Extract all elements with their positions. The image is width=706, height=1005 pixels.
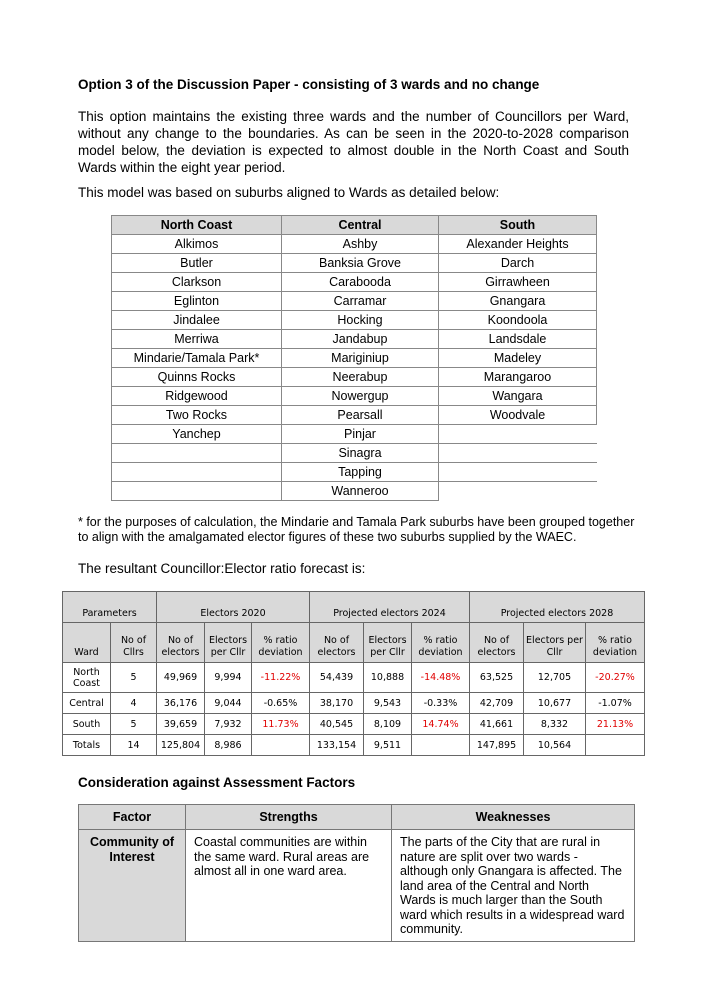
table-row: [112, 330, 597, 349]
intro-paragraph: This option maintains the existing three wards and the number of Councillors per Ward, without any change to the boundaries. As can be seen in the 2020-to-2028 comparison model below, the deviation is expected to almost double in the North Coast and South Wards within the eight year period.: [78, 109, 629, 175]
column-header: Electors per Cllr: [205, 623, 252, 663]
group-header-projected-2024: Projected electors 2024: [310, 592, 470, 623]
deviation-cell: -11.22%: [252, 663, 310, 693]
option-heading: Option 3 of the Discussion Paper - consisting of 3 wards and no change: [78, 77, 540, 92]
suburb-cell-empty: [439, 463, 597, 482]
suburb-cell: Hocking: [282, 311, 439, 330]
table-row: [112, 349, 597, 368]
data-cell: 8,109: [364, 714, 412, 735]
assessment-heading: Consideration against Assessment Factors: [78, 775, 356, 790]
data-cell: 49,969: [157, 663, 205, 693]
suburb-cell: Quinns Rocks: [112, 368, 282, 387]
data-cell: 36,176: [157, 693, 205, 714]
suburb-cell: Girrawheen: [439, 273, 597, 292]
suburb-cell: [112, 444, 282, 463]
data-cell: 10,677: [524, 693, 586, 714]
data-cell: 147,895: [470, 735, 524, 756]
table-row: [112, 254, 597, 273]
suburb-cell: Neerabup: [282, 368, 439, 387]
table-row: [63, 693, 645, 714]
table-row: [112, 406, 597, 425]
group-header-parameters: Parameters: [63, 592, 157, 623]
deviation-cell: [412, 735, 470, 756]
factors-header-strengths: Strengths: [186, 805, 392, 830]
data-cell: 125,804: [157, 735, 205, 756]
forecast-column-header-row: [63, 623, 645, 663]
suburb-cell: Alkimos: [112, 235, 282, 254]
data-cell: 9,044: [205, 693, 252, 714]
deviation-cell: -0.33%: [412, 693, 470, 714]
suburb-cell: Clarkson: [112, 273, 282, 292]
ward-cell: North Coast: [63, 663, 111, 693]
data-cell: 10,564: [524, 735, 586, 756]
suburbs-table: [111, 215, 597, 501]
suburb-cell: Carramar: [282, 292, 439, 311]
ward-cell: South: [63, 714, 111, 735]
ratio-sentence: The resultant Councillor:Elector ratio forecast is:: [78, 561, 366, 576]
deviation-cell: 21.13%: [586, 714, 645, 735]
suburb-cell: Pinjar: [282, 425, 439, 444]
suburb-cell: [112, 463, 282, 482]
data-cell: 39,659: [157, 714, 205, 735]
data-cell: 42,709: [470, 693, 524, 714]
footnote: * for the purposes of calculation, the Mindarie and Tamala Park suburbs have been grouped together to align with the amalgamated elector figures of these two suburbs supplied by the WAEC.: [78, 515, 635, 544]
ward-cell: Central: [63, 693, 111, 714]
data-cell: 41,661: [470, 714, 524, 735]
data-cell: 133,154: [310, 735, 364, 756]
data-cell: 8,332: [524, 714, 586, 735]
strengths-cell: Coastal communities are within the same ward. Rural areas are almost all in one ward area.: [186, 830, 392, 942]
data-cell: 7,932: [205, 714, 252, 735]
suburb-cell: Darch: [439, 254, 597, 273]
suburb-cell: Alexander Heights: [439, 235, 597, 254]
suburb-cell-empty: [439, 425, 597, 444]
data-cell: 5: [111, 714, 157, 735]
suburb-cell: Madeley: [439, 349, 597, 368]
table-row: [112, 292, 597, 311]
deviation-cell: -20.27%: [586, 663, 645, 693]
suburbs-header-central: Central: [282, 216, 439, 235]
suburb-cell: Tapping: [282, 463, 439, 482]
suburb-cell: [112, 482, 282, 501]
table-row: [79, 830, 635, 942]
suburb-cell: Butler: [112, 254, 282, 273]
forecast-group-header-row: [63, 592, 645, 623]
deviation-cell: 11.73%: [252, 714, 310, 735]
data-cell: 63,525: [470, 663, 524, 693]
suburb-cell: Pearsall: [282, 406, 439, 425]
suburb-cell: Woodvale: [439, 406, 597, 425]
data-cell: 12,705: [524, 663, 586, 693]
factors-header-weaknesses: Weaknesses: [392, 805, 635, 830]
data-cell: 5: [111, 663, 157, 693]
data-cell: 38,170: [310, 693, 364, 714]
group-header-projected-2028: Projected electors 2028: [470, 592, 645, 623]
column-header: Electors per Cllr: [524, 623, 586, 663]
deviation-cell: -1.07%: [586, 693, 645, 714]
forecast-table: [62, 591, 645, 756]
table-row: [63, 663, 645, 693]
column-header: No of Cllrs: [111, 623, 157, 663]
data-cell: 14: [111, 735, 157, 756]
suburb-cell: Banksia Grove: [282, 254, 439, 273]
table-row: [112, 311, 597, 330]
table-row: [112, 482, 597, 501]
data-cell: 9,994: [205, 663, 252, 693]
table-row: [63, 735, 645, 756]
data-cell: 40,545: [310, 714, 364, 735]
suburb-cell: Jindalee: [112, 311, 282, 330]
table-row: [112, 425, 597, 444]
deviation-cell: [252, 735, 310, 756]
suburb-cell: Eglinton: [112, 292, 282, 311]
suburbs-header-south: South: [439, 216, 597, 235]
column-header: No of electors: [310, 623, 364, 663]
table-row: [112, 273, 597, 292]
suburb-cell: Wangara: [439, 387, 597, 406]
suburb-cell: Mindarie/Tamala Park*: [112, 349, 282, 368]
table-row: [112, 368, 597, 387]
table-row: [112, 444, 597, 463]
column-header: Ward: [63, 623, 111, 663]
suburb-cell: Sinagra: [282, 444, 439, 463]
column-header: Electors per Cllr: [364, 623, 412, 663]
suburb-cell: Ridgewood: [112, 387, 282, 406]
column-header: % ratio deviation: [252, 623, 310, 663]
deviation-cell: 14.74%: [412, 714, 470, 735]
weaknesses-cell: The parts of the City that are rural in nature are split over two wards - although only Gnangara is affected. The land area of the Central and North Wards is much larger than the South ward which results in a widespread ward community.: [392, 830, 635, 942]
suburb-cell: Koondoola: [439, 311, 597, 330]
table-row: [112, 387, 597, 406]
table-row: [112, 235, 597, 254]
data-cell: 9,543: [364, 693, 412, 714]
suburb-cell: Gnangara: [439, 292, 597, 311]
suburb-cell: Ashby: [282, 235, 439, 254]
suburb-cell: Two Rocks: [112, 406, 282, 425]
suburbs-header-north-coast: North Coast: [112, 216, 282, 235]
suburb-cell: Carabooda: [282, 273, 439, 292]
deviation-cell: -0.65%: [252, 693, 310, 714]
column-header: No of electors: [157, 623, 205, 663]
suburb-cell: Mariginiup: [282, 349, 439, 368]
suburb-cell: Yanchep: [112, 425, 282, 444]
column-header: % ratio deviation: [412, 623, 470, 663]
factors-header-factor: Factor: [79, 805, 186, 830]
data-cell: 10,888: [364, 663, 412, 693]
model-sentence: This model was based on suburbs aligned to Wards as detailed below:: [78, 185, 500, 200]
suburb-cell-empty: [439, 482, 597, 501]
ward-cell: Totals: [63, 735, 111, 756]
deviation-cell: [586, 735, 645, 756]
group-header-electors-2020: Electors 2020: [157, 592, 310, 623]
table-row: [63, 714, 645, 735]
suburb-cell: Marangaroo: [439, 368, 597, 387]
suburb-cell: Merriwa: [112, 330, 282, 349]
suburbs-header-row: [112, 216, 597, 235]
suburb-cell: Nowergup: [282, 387, 439, 406]
suburb-cell-empty: [439, 444, 597, 463]
data-cell: 4: [111, 693, 157, 714]
deviation-cell: -14.48%: [412, 663, 470, 693]
data-cell: 9,511: [364, 735, 412, 756]
column-header: No of electors: [470, 623, 524, 663]
suburb-cell: Wanneroo: [282, 482, 439, 501]
suburb-cell: Landsdale: [439, 330, 597, 349]
data-cell: 54,439: [310, 663, 364, 693]
column-header: % ratio deviation: [586, 623, 645, 663]
data-cell: 8,986: [205, 735, 252, 756]
factor-cell: Community of Interest: [79, 830, 186, 942]
table-row: [112, 463, 597, 482]
factors-header-row: [79, 805, 635, 830]
suburb-cell: Jandabup: [282, 330, 439, 349]
factors-table: [78, 804, 635, 942]
